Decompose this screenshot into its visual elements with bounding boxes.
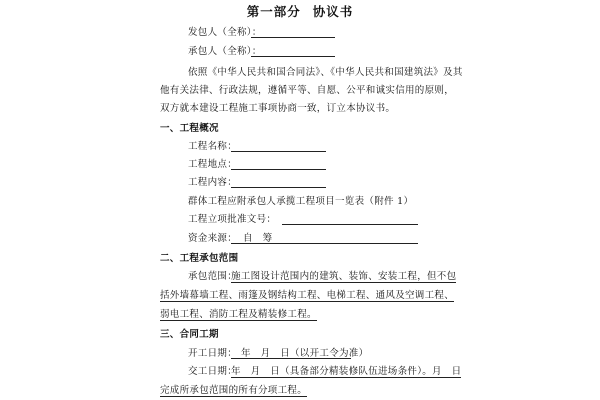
scope-line-1: 施工图设计范围内的建筑、装饰、安装工程，但不包 (231, 271, 457, 282)
preamble-line-2: 他有关法律、行政法规，遵循平等、自愿、公平和诚实信用的原则， (160, 85, 455, 96)
title-part: 第一部分 (246, 4, 301, 19)
approval-number-blank (282, 224, 418, 225)
funding-source-value: 自 筹 (243, 233, 273, 244)
preamble-line-1: 依照《中华人民共和国合同法》、《中华人民共和国建筑法》及其 (188, 67, 463, 78)
section3-heading: 三、合同工期 (160, 329, 219, 340)
start-date-value: 年 月 日（以开工令为准） (241, 348, 369, 359)
approval-number-label: 工程立项批准文号： (188, 214, 277, 225)
completion-date-label: 交工日期： (188, 366, 238, 377)
completion-date-line-2: 完成所承包范围的所有分项工程。 (160, 385, 308, 396)
project-content-blank (231, 187, 326, 188)
project-location-blank (231, 169, 326, 170)
completion-date-value: 年 月 日（具备部分精装修队伍进场条件）。月 日 (231, 366, 462, 377)
scope-line-2: 括外墙幕墙工程、雨篷及钢结构工程、电梯工程、通风及空调工程、 (160, 290, 455, 301)
contractor-blank (251, 56, 335, 57)
title-name: 协议书 (312, 4, 354, 19)
employer-label: 发包人（全称）： (188, 27, 262, 38)
employer-blank (251, 37, 335, 38)
scope-label: 承包范围： (188, 271, 238, 282)
project-name-label: 工程名称： (188, 141, 238, 152)
project-location-label: 工程地点： (188, 159, 238, 170)
group-project-note: 群体工程应附承包人承揽工程项目一览表（附件 1） (188, 196, 414, 207)
scope-line-3: 弱电工程、消防工程及精装修工程。 (160, 309, 317, 320)
page-title (0, 2, 600, 20)
project-content-label: 工程内容： (188, 177, 238, 188)
preamble-line-3: 双方就本建设工程施工事项协商一致，订立本协议书。 (160, 103, 396, 114)
section2-heading: 二、工程承包范围 (160, 253, 239, 264)
contractor-label: 承包人（全称）： (188, 46, 262, 57)
section1-heading: 一、工程概况 (160, 123, 219, 134)
start-date-label: 开工日期： (188, 348, 238, 359)
funding-source-label: 资金来源： (188, 233, 238, 244)
project-name-blank (231, 151, 326, 152)
